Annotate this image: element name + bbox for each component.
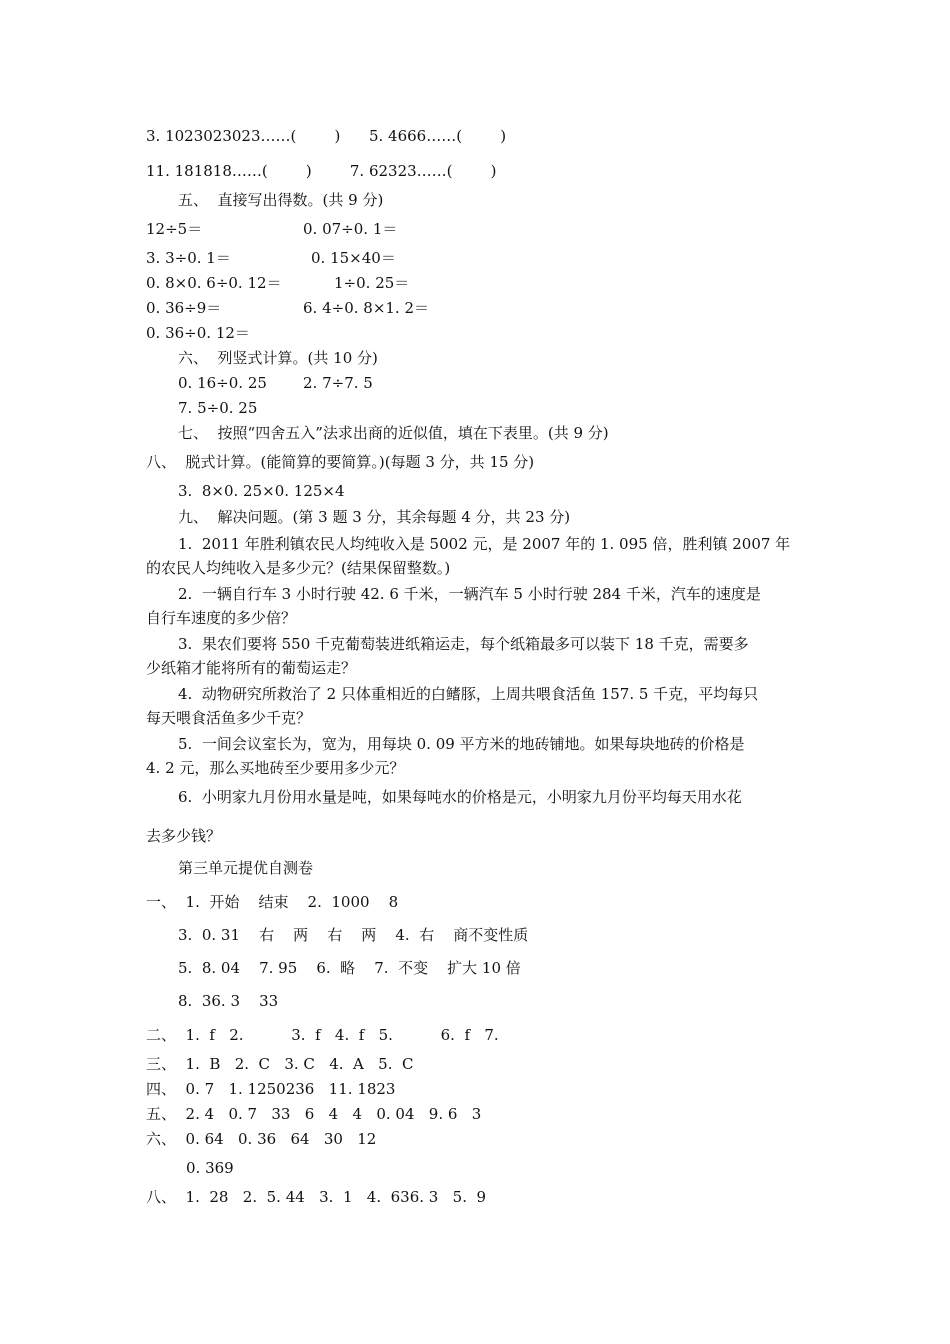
problem-text: 2. 一辆自行车 3 小时行驶 42. 6 千米，一辆汽车 5 小时行驶 284 千米，汽车的速度是 <box>178 585 761 603</box>
calc-item: 0. 36÷0. 12＝ <box>146 324 250 342</box>
line-recurring-decimals-1: 3. 1023023023……( ) 5. 4666……( ) <box>146 127 507 145</box>
answer-line: 五、 2. 4 0. 7 33 6 4 4 0. 04 9. 6 3 <box>146 1105 482 1123</box>
answer-line: 一、 1. 开始 结束 2. 1000 8 <box>146 893 399 911</box>
vertical-calc-item: 2. 7÷7. 5 <box>303 374 373 392</box>
problem-text: 3. 果农们要将 550 千克葡萄装进纸箱运走，每个纸箱最多可以装下 18 千克，需要多 <box>178 635 749 653</box>
answer-line: 0. 369 <box>186 1159 234 1177</box>
section-6-heading: 六、 列竖式计算。(共 10 分) <box>178 349 378 367</box>
calc-item: 0. 8×0. 6÷0. 12＝ <box>146 274 282 292</box>
section-8-item: 3. 8×0. 25×0. 125×4 <box>178 482 345 500</box>
answer-line: 六、 0. 64 0. 36 64 30 12 <box>146 1130 377 1148</box>
problem-text: 自行车速度的多少倍？ <box>146 609 297 627</box>
problem-text: 少纸箱才能将所有的葡萄运走？ <box>146 659 357 677</box>
calc-item: 3. 3÷0. 1＝ <box>146 249 231 267</box>
section-7-heading: 七、 按照“四舍五入”法求出商的近似值，填在下表里。(共 9 分) <box>178 424 609 442</box>
line-recurring-decimals-2: 11. 181818……( ) 7. 62323……( ) <box>146 162 497 180</box>
problem-text: 1. 2011 年胜利镇农民人均纯收入是 5002 元，是 2007 年的 1. 095 倍，胜利镇 2007 年 <box>178 535 791 553</box>
calc-item: 0. 07÷0. 1＝ <box>303 220 398 238</box>
section-9-heading: 九、 解决问题。(第 3 题 3 分，其余每题 4 分，共 23 分) <box>178 508 571 526</box>
calc-item: 1÷0. 25＝ <box>334 274 410 292</box>
answer-line: 3. 0. 31 右 两 右 两 4. 右 商不变性质 <box>178 926 529 944</box>
answer-line: 8. 36. 3 33 <box>178 992 279 1010</box>
problem-text: 的农民人均纯收入是多少元？(结果保留整数。) <box>146 559 451 577</box>
section-5-heading: 五、 直接写出得数。(共 9 分) <box>178 191 384 209</box>
answer-line: 八、 1. 28 2. 5. 44 3. 1 4. 636. 3 5. 9 <box>146 1188 487 1206</box>
answer-line: 四、 0. 7 1. 1250236 11. 1823 <box>146 1080 396 1098</box>
answer-line: 三、 1. B 2. C 3. C 4. A 5. C <box>146 1055 414 1073</box>
section-8-heading: 八、 脱式计算。(能简算的要简算。)(每题 3 分，共 15 分) <box>146 453 535 471</box>
calc-item: 12÷5＝ <box>146 220 203 238</box>
answer-line: 5. 8. 04 7. 95 6. 略 7. 不变 扩大 10 倍 <box>178 959 521 977</box>
vertical-calc-item: 7. 5÷0. 25 <box>178 399 258 417</box>
vertical-calc-item: 0. 16÷0. 25 <box>178 374 267 392</box>
calc-item: 0. 36÷9＝ <box>146 299 222 317</box>
calc-item: 0. 15×40＝ <box>311 249 396 267</box>
answer-line: 二、 1. f 2. 3. f 4. f 5. 6. f 7. <box>146 1026 499 1044</box>
calc-item: 6. 4÷0. 8×1. 2＝ <box>303 299 430 317</box>
problem-text: 去多少钱？ <box>146 827 222 845</box>
problem-text: 6. 小明家九月份用水量是吨，如果每吨水的价格是元，小明家九月份平均每天用水花 <box>178 788 742 806</box>
problem-text: 5. 一间会议室长为，宽为，用每块 0. 09 平方米的地砖铺地。如果每块地砖的价格是 <box>178 735 745 753</box>
problem-text: 每天喂食活鱼多少千克？ <box>146 709 312 727</box>
problem-text: 4. 2 元，那么买地砖至少要用多少元？ <box>146 759 405 777</box>
problem-text: 4. 动物研究所救治了 2 只体重相近的白鳍豚，上周共喂食活鱼 157. 5 千克，平均每只 <box>178 685 759 703</box>
answer-section-title: 第三单元提优自测卷 <box>178 859 314 877</box>
